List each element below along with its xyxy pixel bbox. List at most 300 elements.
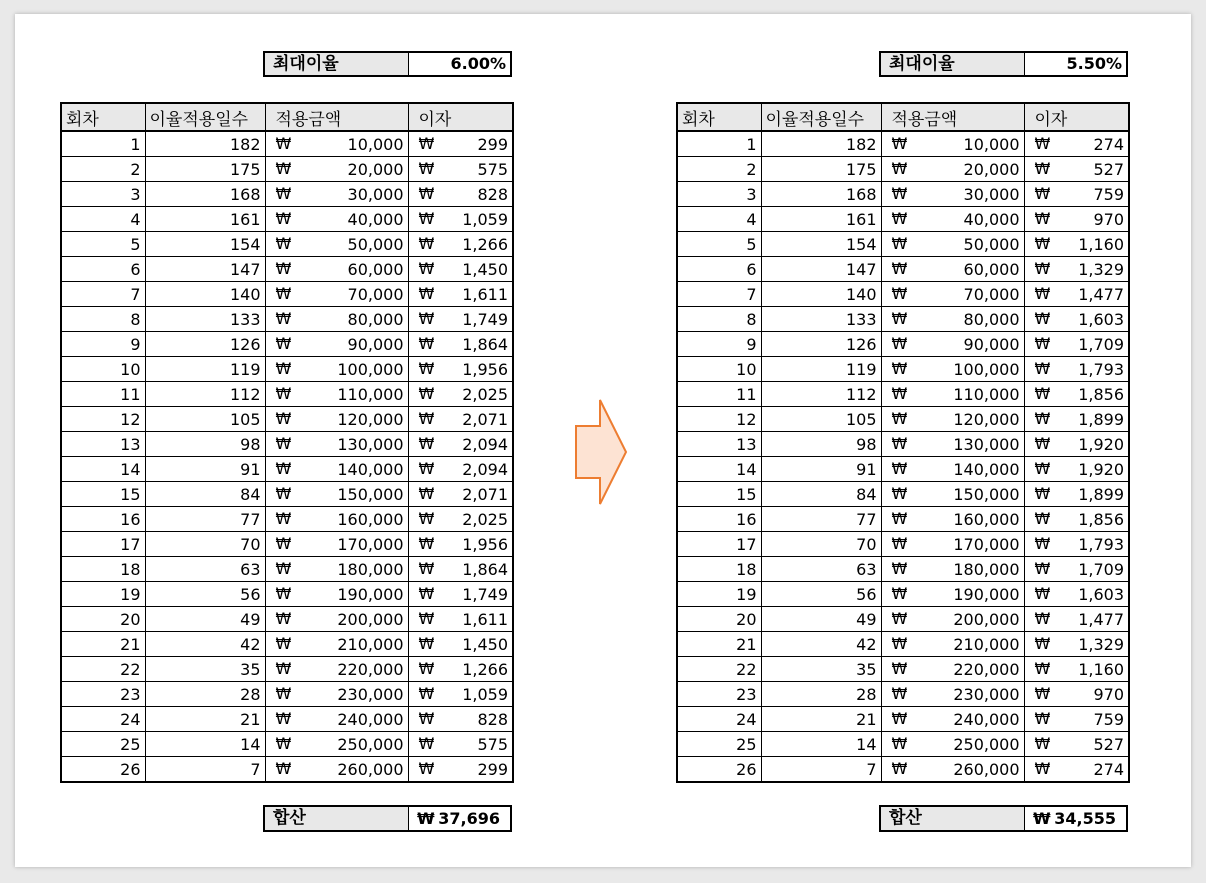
table-row [61, 432, 513, 457]
cell-amount [881, 632, 1024, 657]
cell-days: 175 [145, 157, 265, 182]
currency-symbol: ₩ [275, 259, 292, 278]
currency-symbol: ₩ [1034, 484, 1051, 503]
amount-value: 200,000 [953, 609, 1020, 629]
amount-value: 50,000 [347, 234, 404, 254]
cell-amount [881, 757, 1024, 783]
amount-value: 100,000 [953, 359, 1020, 379]
interest-value: 274 [1093, 759, 1124, 779]
cell-amount [265, 157, 408, 182]
amount-value: 200,000 [337, 609, 404, 629]
currency-symbol: ₩ [1034, 759, 1051, 778]
cell-round: 11 [61, 382, 145, 407]
cell-amount [265, 407, 408, 432]
currency-symbol: ₩ [418, 409, 435, 428]
cell-amount [265, 732, 408, 757]
table-row [61, 131, 513, 157]
currency-symbol: ₩ [891, 284, 908, 303]
currency-symbol: ₩ [891, 559, 908, 578]
cell-interest [408, 632, 513, 657]
currency-symbol: ₩ [891, 459, 908, 478]
cell-round: 8 [677, 307, 761, 332]
interest-value: 970 [1093, 209, 1124, 229]
currency-symbol: ₩ [418, 559, 435, 578]
cell-days: 182 [761, 131, 881, 157]
amount-value: 150,000 [337, 484, 404, 504]
currency-symbol: ₩ [891, 434, 908, 453]
amount-value: 80,000 [963, 309, 1020, 329]
cell-amount [265, 257, 408, 282]
cell-round: 26 [61, 757, 145, 783]
cell-interest [408, 357, 513, 382]
currency-symbol: ₩ [418, 159, 435, 178]
table-row [677, 157, 1129, 182]
amount-value: 140,000 [337, 459, 404, 479]
cell-round: 14 [677, 457, 761, 482]
cell-round: 19 [61, 582, 145, 607]
cell-days: 14 [761, 732, 881, 757]
cell-interest [1024, 207, 1129, 232]
currency-symbol: ₩ [275, 734, 292, 753]
table-row [677, 707, 1129, 732]
currency-symbol: ₩ [418, 134, 435, 153]
currency-symbol: ₩ [418, 734, 435, 753]
amount-value: 20,000 [963, 159, 1020, 179]
table-row [61, 332, 513, 357]
interest-value: 1,603 [1078, 309, 1124, 329]
interest-value: 1,749 [462, 309, 508, 329]
currency-symbol: ₩ [891, 309, 908, 328]
interest-value: 1,709 [1078, 559, 1124, 579]
table-row [677, 582, 1129, 607]
amount-value: 60,000 [963, 259, 1020, 279]
cell-interest [1024, 582, 1129, 607]
table-row [677, 182, 1129, 207]
cell-amount [881, 707, 1024, 732]
cell-round: 12 [677, 407, 761, 432]
cell-amount [881, 257, 1024, 282]
cell-days: 56 [145, 582, 265, 607]
currency-symbol: ₩ [275, 759, 292, 778]
cell-days: 126 [145, 332, 265, 357]
cell-interest [1024, 557, 1129, 582]
cell-days: 168 [145, 182, 265, 207]
right-sum-box [879, 805, 1128, 832]
currency-symbol: ₩ [1034, 159, 1051, 178]
currency-symbol: ₩ [418, 359, 435, 378]
currency-symbol: ₩ [1034, 134, 1051, 153]
amount-value: 120,000 [337, 409, 404, 429]
cell-days: 168 [761, 182, 881, 207]
currency-symbol: ₩ [418, 384, 435, 403]
cell-round: 24 [61, 707, 145, 732]
amount-value: 260,000 [337, 759, 404, 779]
cell-interest [1024, 131, 1129, 157]
cell-days: 161 [761, 207, 881, 232]
cell-interest [1024, 532, 1129, 557]
amount-value: 10,000 [963, 134, 1020, 154]
currency-symbol: ₩ [275, 384, 292, 403]
cell-amount [881, 432, 1024, 457]
interest-value: 1,603 [1078, 584, 1124, 604]
currency-symbol: ₩ [891, 609, 908, 628]
currency-symbol: ₩ [1034, 434, 1051, 453]
cell-round: 15 [677, 482, 761, 507]
cell-interest [1024, 182, 1129, 207]
header-days: 이율적용일수 [145, 103, 265, 131]
interest-value: 2,025 [462, 509, 508, 529]
cell-round: 24 [677, 707, 761, 732]
cell-interest [1024, 157, 1129, 182]
cell-days: 147 [761, 257, 881, 282]
interest-value: 1,059 [462, 209, 508, 229]
cell-round: 13 [677, 432, 761, 457]
table-row [61, 282, 513, 307]
right-max-rate-value: 5.50% [1066, 54, 1122, 73]
cell-amount [881, 357, 1024, 382]
currency-symbol: ₩ [1034, 234, 1051, 253]
amount-value: 190,000 [953, 584, 1020, 604]
currency-symbol: ₩ [275, 334, 292, 353]
amount-value: 210,000 [953, 634, 1020, 654]
cell-interest [1024, 307, 1129, 332]
currency-symbol: ₩ [275, 634, 292, 653]
table-row [61, 307, 513, 332]
right-max-rate-label: 최대이율 [881, 53, 1025, 75]
amount-value: 110,000 [953, 384, 1020, 404]
cell-interest [408, 457, 513, 482]
currency-symbol: ₩ [418, 634, 435, 653]
cell-amount [881, 482, 1024, 507]
interest-value: 2,071 [462, 484, 508, 504]
currency-symbol: ₩ [275, 584, 292, 603]
currency-symbol: ₩ [1034, 359, 1051, 378]
cell-amount [265, 482, 408, 507]
interest-value: 1,749 [462, 584, 508, 604]
currency-symbol: ₩ [275, 659, 292, 678]
cell-interest [1024, 432, 1129, 457]
cell-interest [1024, 482, 1129, 507]
cell-amount [265, 131, 408, 157]
amount-value: 70,000 [963, 284, 1020, 304]
interest-value: 1,864 [462, 559, 508, 579]
table-row [61, 532, 513, 557]
cell-days: 119 [761, 357, 881, 382]
table-row [61, 157, 513, 182]
interest-value: 1,611 [462, 609, 508, 629]
cell-interest [1024, 232, 1129, 257]
cell-round: 10 [61, 357, 145, 382]
cell-round: 6 [61, 257, 145, 282]
cell-amount [881, 332, 1024, 357]
currency-symbol: ₩ [1034, 584, 1051, 603]
interest-value: 1,059 [462, 684, 508, 704]
table-row [677, 482, 1129, 507]
cell-interest [408, 532, 513, 557]
currency-symbol: ₩ [891, 209, 908, 228]
amount-value: 180,000 [953, 559, 1020, 579]
table-row [677, 257, 1129, 282]
cell-interest [408, 407, 513, 432]
cell-round: 6 [677, 257, 761, 282]
cell-amount [265, 207, 408, 232]
currency-symbol: ₩ [1034, 409, 1051, 428]
cell-amount [881, 282, 1024, 307]
cell-interest [1024, 357, 1129, 382]
cell-interest [408, 707, 513, 732]
cell-interest [408, 332, 513, 357]
cell-round: 20 [61, 607, 145, 632]
cell-interest [408, 432, 513, 457]
cell-days: 154 [145, 232, 265, 257]
amount-value: 80,000 [347, 309, 404, 329]
currency-symbol: ₩ [275, 434, 292, 453]
table-row [677, 432, 1129, 457]
cell-amount [881, 607, 1024, 632]
interest-value: 1,920 [1078, 434, 1124, 454]
currency-symbol: ₩ [275, 534, 292, 553]
currency-symbol: ₩ [418, 584, 435, 603]
header-days: 이율적용일수 [761, 103, 881, 131]
table-row [677, 357, 1129, 382]
cell-days: 14 [145, 732, 265, 757]
cell-interest [408, 557, 513, 582]
cell-round: 9 [61, 332, 145, 357]
currency-symbol: ₩ [1034, 384, 1051, 403]
header-round: 회차 [677, 103, 761, 131]
cell-amount [265, 557, 408, 582]
currency-symbol: ₩ [1034, 184, 1051, 203]
cell-round: 20 [677, 607, 761, 632]
cell-days: 77 [761, 507, 881, 532]
currency-symbol: ₩ [1034, 459, 1051, 478]
amount-value: 110,000 [337, 384, 404, 404]
left-interest-table [60, 102, 514, 783]
cell-days: 91 [145, 457, 265, 482]
amount-value: 60,000 [347, 259, 404, 279]
currency-symbol: ₩ [418, 484, 435, 503]
cell-days: 140 [761, 282, 881, 307]
table-row [61, 707, 513, 732]
interest-value: 527 [1093, 734, 1124, 754]
left-sum-box [263, 805, 512, 832]
interest-value: 1,856 [1078, 509, 1124, 529]
cell-days: 28 [145, 682, 265, 707]
currency-symbol: ₩ [891, 709, 908, 728]
cell-days: 35 [145, 657, 265, 682]
currency-symbol: ₩ [275, 459, 292, 478]
left-sum-value: 37,696 [438, 809, 500, 828]
left-sum-label: 합산 [265, 807, 409, 830]
interest-value: 759 [1093, 184, 1124, 204]
table-row [61, 407, 513, 432]
cell-days: 28 [761, 682, 881, 707]
amount-value: 40,000 [347, 209, 404, 229]
amount-value: 240,000 [953, 709, 1020, 729]
currency-symbol: ₩ [418, 659, 435, 678]
currency-symbol: ₩ [418, 609, 435, 628]
currency-symbol: ₩ [417, 809, 435, 828]
table-row [61, 582, 513, 607]
table-row [677, 732, 1129, 757]
cell-round: 2 [677, 157, 761, 182]
currency-symbol: ₩ [418, 434, 435, 453]
cell-days: 161 [145, 207, 265, 232]
cell-amount [265, 307, 408, 332]
cell-days: 56 [761, 582, 881, 607]
right-sum-value-cell [1025, 807, 1126, 830]
amount-value: 140,000 [953, 459, 1020, 479]
table-row [677, 532, 1129, 557]
header-amount: 적용금액 [881, 103, 1024, 131]
cell-days: 112 [145, 382, 265, 407]
header-amount: 적용금액 [265, 103, 408, 131]
cell-amount [881, 732, 1024, 757]
amount-value: 170,000 [953, 534, 1020, 554]
table-row [61, 682, 513, 707]
cell-interest [408, 657, 513, 682]
cell-days: 63 [145, 557, 265, 582]
currency-symbol: ₩ [418, 509, 435, 528]
cell-days: 98 [145, 432, 265, 457]
table-row [677, 682, 1129, 707]
table-row [61, 357, 513, 382]
currency-symbol: ₩ [275, 509, 292, 528]
currency-symbol: ₩ [891, 684, 908, 703]
interest-value: 1,856 [1078, 384, 1124, 404]
currency-symbol: ₩ [1034, 734, 1051, 753]
cell-amount [881, 532, 1024, 557]
cell-round: 17 [61, 532, 145, 557]
cell-days: 42 [145, 632, 265, 657]
cell-days: 126 [761, 332, 881, 357]
table-row [61, 557, 513, 582]
cell-round: 16 [677, 507, 761, 532]
cell-round: 25 [61, 732, 145, 757]
cell-amount [881, 682, 1024, 707]
cell-amount [881, 582, 1024, 607]
interest-value: 1,611 [462, 284, 508, 304]
cell-interest [408, 757, 513, 783]
cell-interest [1024, 382, 1129, 407]
currency-symbol: ₩ [1034, 334, 1051, 353]
cell-days: 21 [761, 707, 881, 732]
cell-interest [408, 382, 513, 407]
cell-amount [265, 707, 408, 732]
interest-value: 1,477 [1078, 284, 1124, 304]
table-row [677, 557, 1129, 582]
currency-symbol: ₩ [891, 509, 908, 528]
cell-interest [408, 607, 513, 632]
left-sum-value-cell [409, 807, 510, 830]
cell-days: 133 [145, 307, 265, 332]
amount-value: 130,000 [953, 434, 1020, 454]
currency-symbol: ₩ [418, 209, 435, 228]
currency-symbol: ₩ [418, 459, 435, 478]
amount-value: 250,000 [337, 734, 404, 754]
interest-value: 1,956 [462, 534, 508, 554]
currency-symbol: ₩ [275, 284, 292, 303]
amount-value: 50,000 [963, 234, 1020, 254]
currency-symbol: ₩ [1034, 534, 1051, 553]
cell-days: 7 [761, 757, 881, 783]
cell-interest [408, 582, 513, 607]
currency-symbol: ₩ [1034, 309, 1051, 328]
currency-symbol: ₩ [1034, 259, 1051, 278]
currency-symbol: ₩ [275, 484, 292, 503]
cell-interest [408, 207, 513, 232]
currency-symbol: ₩ [891, 134, 908, 153]
cell-amount [881, 657, 1024, 682]
amount-value: 230,000 [337, 684, 404, 704]
cell-amount [881, 232, 1024, 257]
interest-value: 1,899 [1078, 409, 1124, 429]
left-max-rate-value: 6.00% [450, 54, 506, 73]
currency-symbol: ₩ [275, 184, 292, 203]
table-row [677, 457, 1129, 482]
interest-value: 2,094 [462, 459, 508, 479]
interest-value: 2,071 [462, 409, 508, 429]
cell-amount [881, 507, 1024, 532]
cell-round: 15 [61, 482, 145, 507]
table-row [677, 407, 1129, 432]
cell-amount [265, 182, 408, 207]
amount-value: 70,000 [347, 284, 404, 304]
cell-amount [265, 357, 408, 382]
cell-round: 4 [677, 207, 761, 232]
header-round: 회차 [61, 103, 145, 131]
right-interest-table [676, 102, 1130, 783]
cell-round: 22 [61, 657, 145, 682]
cell-interest [408, 507, 513, 532]
interest-value: 1,450 [462, 634, 508, 654]
cell-amount [265, 682, 408, 707]
currency-symbol: ₩ [418, 759, 435, 778]
currency-symbol: ₩ [891, 234, 908, 253]
cell-amount [265, 457, 408, 482]
currency-symbol: ₩ [891, 584, 908, 603]
interest-value: 2,025 [462, 384, 508, 404]
cell-round: 5 [677, 232, 761, 257]
cell-interest [1024, 332, 1129, 357]
amount-value: 120,000 [953, 409, 1020, 429]
amount-value: 150,000 [953, 484, 1020, 504]
cell-interest [408, 232, 513, 257]
currency-symbol: ₩ [891, 159, 908, 178]
arrow-right-icon [575, 398, 629, 506]
currency-symbol: ₩ [418, 284, 435, 303]
cell-amount [265, 382, 408, 407]
interest-value: 1,899 [1078, 484, 1124, 504]
cell-interest [1024, 707, 1129, 732]
currency-symbol: ₩ [891, 634, 908, 653]
table-row [61, 757, 513, 783]
currency-symbol: ₩ [1033, 809, 1051, 828]
cell-days: 112 [761, 382, 881, 407]
cell-round: 21 [677, 632, 761, 657]
currency-symbol: ₩ [1034, 559, 1051, 578]
right-max-rate-box [879, 51, 1128, 77]
interest-value: 527 [1093, 159, 1124, 179]
cell-amount [265, 432, 408, 457]
cell-round: 1 [677, 131, 761, 157]
table-row [61, 607, 513, 632]
cell-interest [408, 482, 513, 507]
table-row [61, 382, 513, 407]
amount-value: 10,000 [347, 134, 404, 154]
currency-symbol: ₩ [418, 534, 435, 553]
currency-symbol: ₩ [275, 134, 292, 153]
